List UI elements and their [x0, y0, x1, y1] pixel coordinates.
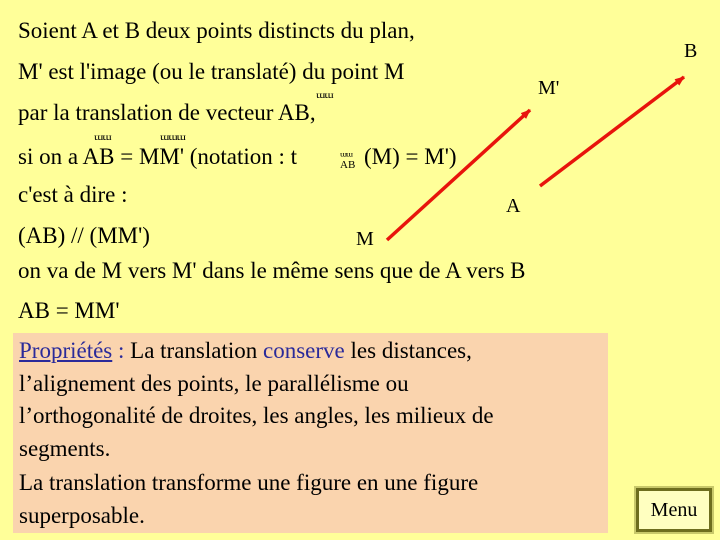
vector-mm-prime-arrow	[387, 110, 530, 240]
properties-line-6: superposable.	[19, 503, 145, 528]
properties-title: Propriétés	[19, 338, 113, 363]
intro-line-7: on va de M vers M' dans le même sens que de A vers B	[18, 258, 526, 283]
vector-arrow-mark-ab-2: ɯɯ	[94, 131, 111, 143]
intro-line-6: (AB) // (MM')	[18, 223, 150, 248]
point-label-a: A	[506, 195, 521, 217]
properties-line-1-end: les distances,	[344, 338, 472, 363]
vector-ab-arrow	[540, 77, 684, 186]
intro-line-3: par la translation de vecteur AB,	[18, 100, 316, 125]
properties-box	[13, 333, 608, 533]
vector-arrow-mark-ab: ɯɯ	[316, 89, 333, 101]
properties-keyword: conserve	[263, 338, 345, 363]
properties-line-3: l’orthogonalité de droites, les angles, les milieux de	[19, 403, 494, 428]
intro-line-2: M' est l'image (ou le translaté) du point M	[18, 59, 405, 84]
intro-line-8: AB = MM'	[18, 298, 120, 323]
translation-subscript: AB	[340, 159, 356, 171]
properties-line-5: La translation transforme une figure en une figure	[19, 470, 479, 495]
point-label-m-prime: M'	[538, 77, 560, 99]
intro-line-4-end: (M) = M')	[364, 144, 457, 169]
vector-arrow-mark-sub: ɯɯ	[340, 150, 353, 158]
intro-line-1: Soient A et B deux points distincts du plan,	[18, 18, 415, 43]
properties-colon: :	[112, 338, 131, 363]
properties-line-1	[19, 338, 472, 364]
point-label-m: M	[356, 228, 374, 250]
intro-line-5: c'est à dire :	[18, 182, 128, 207]
properties-line-1-start: La translation	[130, 338, 264, 363]
properties-line-2: l’alignement des points, le parallélisme ou	[19, 371, 409, 396]
vector-arrow-mark-mm: ɯɯɯ	[160, 131, 186, 143]
point-label-b: B	[684, 40, 698, 62]
menu-button[interactable]: Menu	[636, 488, 712, 532]
properties-line-4: segments.	[19, 436, 111, 461]
intro-line-4-start: si on a AB = MM' (notation : t	[18, 144, 298, 169]
